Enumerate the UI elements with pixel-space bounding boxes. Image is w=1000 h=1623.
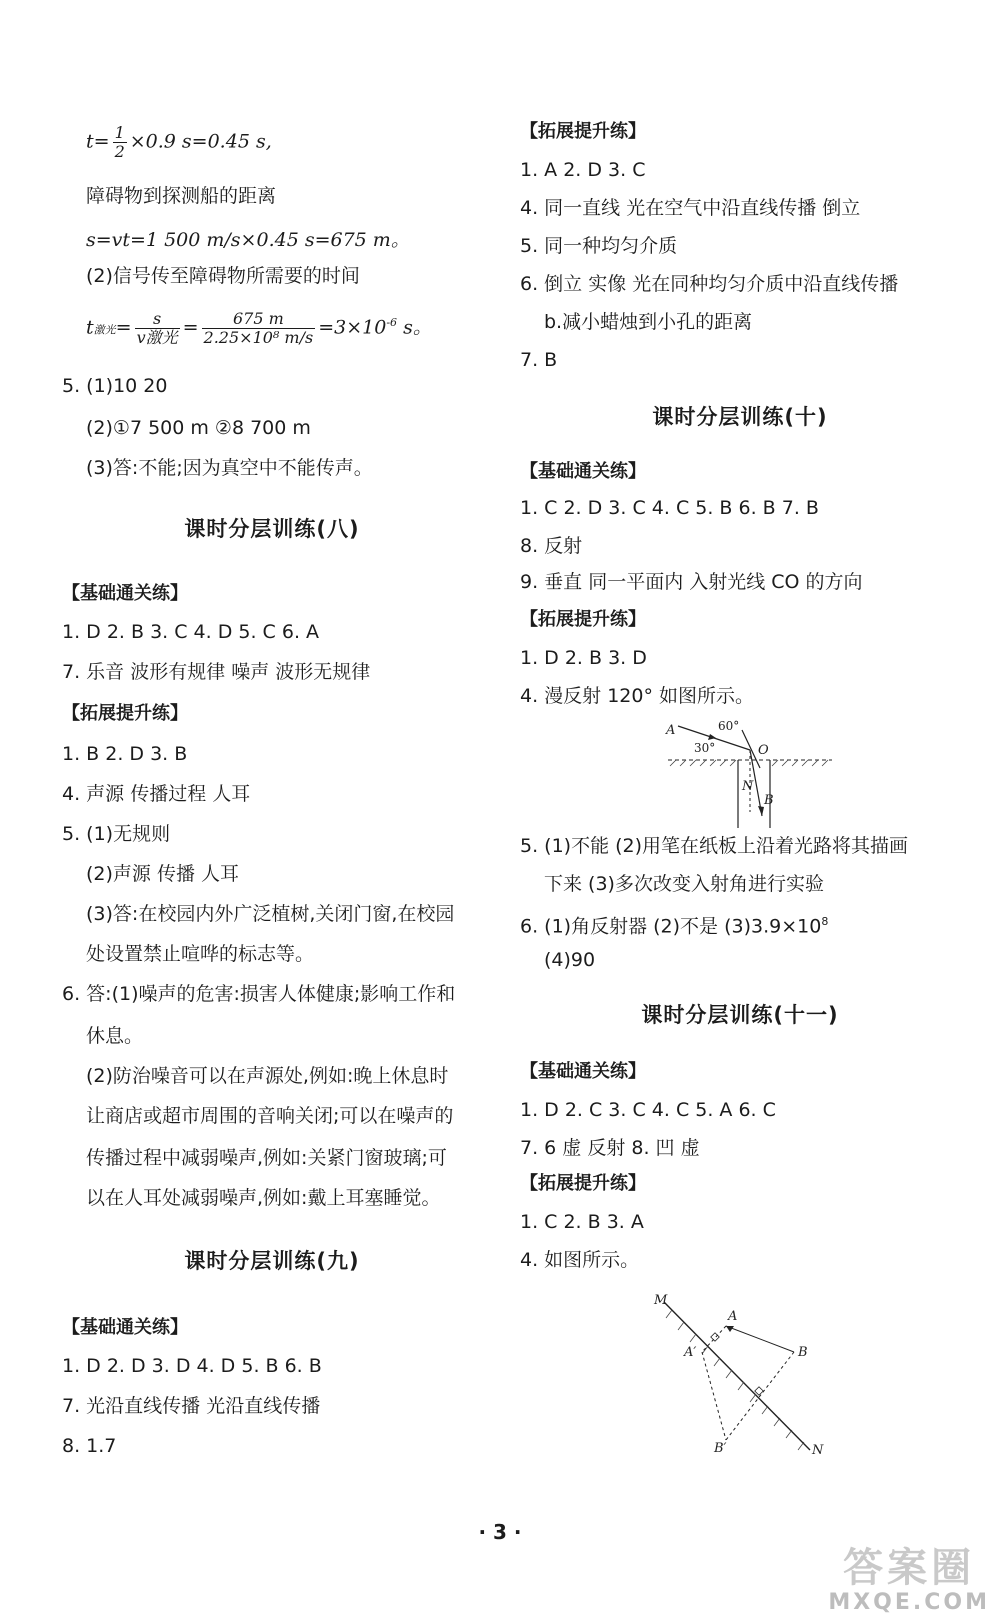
answer-line: 休息。	[86, 1025, 144, 1047]
label-O: O	[758, 743, 769, 758]
right-angle-mark-1	[711, 1333, 719, 1341]
answer-exp: 8	[821, 915, 829, 928]
fraction-num: 1	[114, 123, 125, 142]
incident-arrow-icon	[708, 734, 716, 740]
segment-AB	[726, 1326, 794, 1352]
answer-line: (4)90	[544, 949, 596, 971]
fraction-values	[202, 310, 316, 347]
reflection-diagram	[660, 716, 840, 830]
formula-distance: s=vt=1 500 m/s×0.45 s=675 m。	[86, 229, 410, 251]
answer-line: 4. 声源 传播过程 人耳	[62, 783, 251, 805]
answer-line: 9. 垂直 同一平面内 入射光线 CO 的方向	[520, 571, 863, 593]
fraction-den: v激光	[136, 328, 178, 347]
label-A: A	[728, 1309, 738, 1324]
answer-line: 4. 同一直线 光在空气中沿直线传播 倒立	[520, 197, 861, 219]
answer-line: 7. 光沿直线传播 光沿直线传播	[62, 1395, 321, 1417]
fraction-half	[113, 124, 127, 161]
subsection-basic: 【基础通关练】	[520, 461, 646, 482]
label-angle-30: 30°	[694, 741, 716, 755]
answer-line: 1. C 2. B 3. A	[520, 1211, 644, 1233]
answer-line: 8. 1.7	[62, 1435, 117, 1457]
answer-line: 4. 漫反射 120° 如图所示。	[520, 685, 755, 707]
label-angle-60: 60°	[718, 719, 740, 733]
segment-A1-B1	[702, 1352, 726, 1440]
formula-signal-time: t激光= $\frac{s}{\text{v激光}}$ = $\frac{675 m}{\text{2.25×10⁸ m/s}}$ $=3\times 10^{-6}$ s。	[86, 309, 432, 347]
answer-line: (2)①7 500 m ②8 700 m	[86, 417, 311, 439]
answer-line: (2)声源 传播 人耳	[86, 863, 239, 885]
watermark-url: MXQE.COM	[828, 1590, 990, 1615]
formula-end: s。	[397, 316, 432, 339]
text-line: 障碍物到探测船的距离	[86, 185, 277, 207]
subsection-extend: 【拓展提升练】	[62, 703, 188, 724]
answer-line: 7. B	[520, 349, 558, 371]
answer-line: 传播过程中减弱噪声,例如:关紧门窗玻璃;可	[86, 1147, 447, 1169]
label-A: A	[666, 723, 676, 738]
formula-time-rest: ×0.9 s=0.45 s,	[129, 130, 272, 153]
answer-line: 1. C 2. D 3. C 4. C 5. B 6. B 7. B	[520, 497, 819, 519]
mirror-image-diagram	[650, 1290, 850, 1460]
section-title-10: 课时分层训练(十)	[652, 405, 828, 429]
subsection-basic: 【基础通关练】	[62, 1317, 188, 1338]
fraction-num: s	[135, 310, 180, 329]
surface-hatch	[670, 760, 828, 766]
answer-line: 让商店或超市周围的音响关闭;可以在噪声的	[86, 1105, 454, 1127]
subsection-extend: 【拓展提升练】	[520, 609, 646, 630]
fraction-den: 2.25×10⁸ m/s	[203, 328, 314, 347]
answer-line: 8. 反射	[520, 535, 583, 557]
label-B: B	[798, 1345, 808, 1360]
label-N: N	[812, 1443, 824, 1458]
right-angle-mark-2	[755, 1387, 763, 1395]
text-line: (2)信号传至障碍物所需要的时间	[86, 265, 360, 287]
watermark-logo	[828, 1546, 990, 1615]
label-N: N	[742, 779, 754, 794]
label-A-prime: A′	[684, 1345, 697, 1360]
answer-line: 6. 倒立 实像 光在同种均匀介质中沿直线传播	[520, 273, 899, 295]
answer-line: 7. 乐音 波形有规律 噪声 波形无规律	[62, 661, 371, 683]
answer-line: 处设置禁止喧哗的标志等。	[86, 943, 315, 965]
subsection-extend: 【拓展提升练】	[520, 1173, 646, 1194]
section-title-8: 课时分层训练(八)	[184, 517, 360, 541]
answer-line: 6. 答:(1)噪声的危害:损害人体健康;影响工作和	[62, 983, 456, 1005]
section-title-9: 课时分层训练(九)	[184, 1249, 360, 1273]
fraction-den: 2	[114, 142, 125, 161]
answer-line: 1. D 2. B 3. C 4. D 5. C 6. A	[62, 621, 320, 643]
formula-eq: =	[115, 316, 132, 339]
answer-line: (2)防治噪音可以在声源处,例如:晚上休息时	[86, 1065, 449, 1087]
page-number: · 3 ·	[478, 1520, 522, 1544]
answer-line: 以在人耳处减弱噪声,例如:戴上耳塞睡觉。	[86, 1187, 441, 1209]
formula-time	[86, 124, 272, 161]
watermark-text: 答案圈	[843, 1545, 976, 1591]
answer-line: 1. D 2. B 3. D	[520, 647, 647, 669]
label-B-prime: B′	[714, 1441, 727, 1456]
label-B: B	[764, 793, 774, 808]
formula-t-sub: 激光	[93, 323, 116, 337]
answer-line: 5. (1)无规则	[62, 823, 171, 845]
fraction-s-v	[135, 310, 180, 347]
segment-A-A1	[702, 1326, 726, 1352]
answer-line: 5. 同一种均匀介质	[520, 235, 678, 257]
subsection-basic: 【基础通关练】	[520, 1061, 646, 1082]
answer-line: 1. D 2. C 3. C 4. C 5. A 6. C	[520, 1099, 776, 1121]
label-M: M	[654, 1293, 668, 1308]
answer-line: b.减小蜡烛到小孔的距离	[544, 311, 753, 333]
answer-line	[520, 910, 828, 938]
answer-line: 1. A 2. D 3. C	[520, 159, 646, 181]
segment-B-B1	[726, 1352, 794, 1440]
answer-line: 4. 如图所示。	[520, 1249, 640, 1271]
section-title-11: 课时分层训练(十一)	[641, 1003, 839, 1027]
answer-line: (3)答:不能;因为真空中不能传声。	[86, 457, 373, 479]
subsection-basic: 【基础通关练】	[62, 583, 188, 604]
formula-t: t	[86, 316, 94, 339]
answer-text: 6. (1)角反射器 (2)不是 (3)3.9×10	[520, 915, 822, 938]
formula-time-prefix: t=	[86, 130, 110, 153]
answer-line: 1. B 2. D 3. B	[62, 743, 188, 765]
formula-exp: -6	[386, 316, 398, 330]
fraction-num: 675 m	[202, 310, 316, 329]
answer-line: 1. D 2. D 3. D 4. D 5. B 6. B	[62, 1355, 322, 1377]
answer-line: 7. 6 虚 反射 8. 凹 虚	[520, 1137, 700, 1159]
answer-line: 下来 (3)多次改变入射角进行实验	[544, 873, 824, 895]
answer-line: (3)答:在校园内外广泛植树,关闭门窗,在校园	[86, 903, 455, 925]
answer-line: 5. (1)不能 (2)用笔在纸板上沿着光路将其描画	[520, 835, 909, 857]
formula-tail: =3×10	[318, 316, 387, 339]
subsection-extend: 【拓展提升练】	[520, 121, 646, 142]
answer-line: 5. (1)10 20	[62, 375, 168, 397]
plane-mirror	[664, 1302, 810, 1450]
